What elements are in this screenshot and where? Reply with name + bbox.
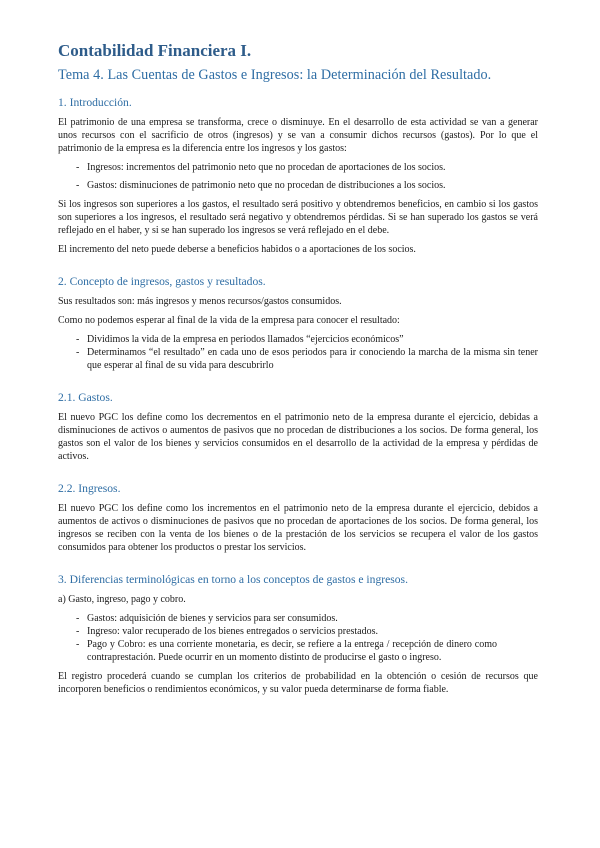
section-heading-concepto: 2. Concepto de ingresos, gastos y resultados. (58, 275, 266, 288)
document-subtitle: Tema 4. Las Cuentas de Gastos e Ingresos: la Determinación del Resultado. (58, 67, 492, 83)
paragraph: El nuevo PGC los define como los incrementos en el patrimonio neto de la empresa durante el ejercicio, debidos a aumentos de activos o disminuciones de pasivos que no procedan de aportaciones de los socios. De forma general, los ingresos se reciben con la venta de los bienes o de la prestación de los servicios se recupera el valor de los gastos consumidos para obtener los productos o prestar los servicios. (58, 503, 538, 553)
section-heading-diferencias: 3. Diferencias terminológicas en torno a los conceptos de gastos e ingresos. (58, 573, 408, 586)
bullet-list (58, 333, 538, 372)
paragraph: Si los ingresos son superiores a los gastos, el resultado será positivo y obtendremos beneficios, en cambio si los gastos son superiores a los ingresos, el resultado será negativo y obtendremos pérdidas. Si se han superado los gastos se verá reflejado en el haber, y si se han superado los ingresos se verá reflejado en el debe. (58, 199, 538, 236)
list-item: - Determinamos “el resultado” en cada uno de esos periodos para ir conociendo la marcha de la misma sin tener que esperar al final de su vida para descubrirlo (76, 346, 538, 372)
document-title: Contabilidad Financiera I. (58, 41, 252, 60)
bullet-list (58, 161, 538, 192)
paragraph: El patrimonio de una empresa se transforma, crece o disminuye. En el desarrollo de esta actividad se van a generar unos recursos con el sacrificio de otros (ingresos) y se van a consumir dichos recursos (gastos). Por lo que el patrimonio de la empresa es la diferencia entre los ingresos y los gastos: (58, 117, 538, 154)
list-item: - Gastos: adquisición de bienes y servicios para ser consumidos. (76, 612, 538, 625)
paragraph: Como no podemos esperar al final de la vida de la empresa para conocer el resultado: (58, 315, 400, 326)
list-item: - Ingreso: valor recuperado de los bienes entregados o servicios prestados. (76, 625, 538, 638)
section-heading-introduccion: 1. Introducción. (58, 96, 132, 109)
bullet-list (58, 612, 538, 664)
list-item: - Ingresos: incrementos del patrimonio neto que no procedan de aportaciones de los socios. (76, 161, 447, 174)
list-item: - Dividimos la vida de la empresa en periodos llamados “ejercicios económicos” (76, 333, 538, 346)
paragraph: El incremento del neto puede deberse a beneficios habidos o a aportaciones de los socios. (58, 244, 416, 255)
paragraph: a) Gasto, ingreso, pago y cobro. (58, 594, 186, 605)
list-item: - Pago y Cobro: es una corriente monetaria, es decir, se refiere a la entrega / recepción de dinero como contraprestación. Puede ocurrir en un momento distinto de producirse el gasto o ingreso. (76, 638, 497, 664)
section-heading-gastos: 2.1. Gastos. (58, 391, 113, 404)
list-item: - Gastos: disminuciones de patrimonio neto que no procedan de distribuciones a los socios. (76, 179, 447, 192)
paragraph: Sus resultados son: más ingresos y menos recursos/gastos consumidos. (58, 296, 342, 307)
paragraph: El nuevo PGC los define como los decrementos en el patrimonio neto de la empresa durante el ejercicio, debidas a disminuciones de activos o aumentos de pasivos que no procedan de distribuciones a los socios. De forma general, los gastos son el valor de los bienes y servicios consumidos en el desarrollo de la actividad de la empresa y pérdidas de activos. (58, 412, 538, 462)
paragraph: El registro procederá cuando se cumplan los criterios de probabilidad en la obtención o cesión de recursos que incorporen beneficios o rendimientos económicos, y su valor pueda determinarse de forma fiable. (58, 671, 538, 695)
section-heading-ingresos: 2.2. Ingresos. (58, 482, 121, 495)
